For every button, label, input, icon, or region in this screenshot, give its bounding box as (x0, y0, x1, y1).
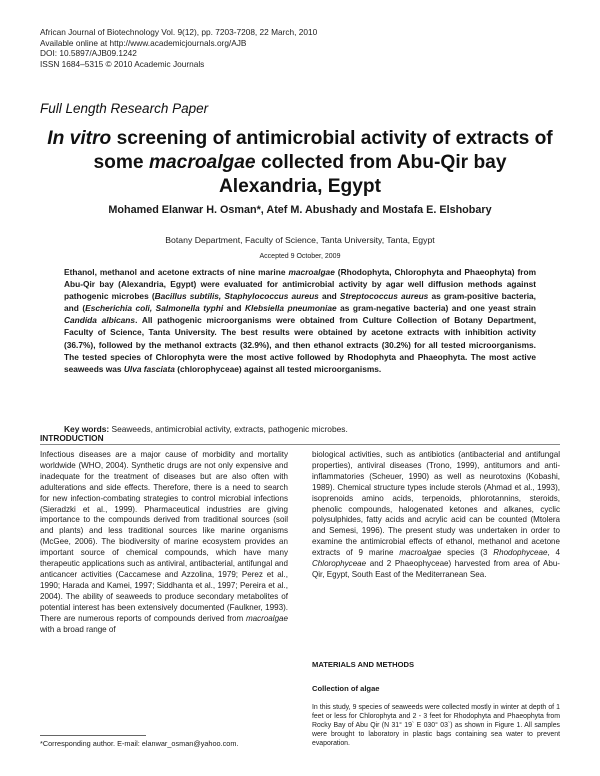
body-text: with a broad range of (40, 624, 116, 634)
title-line1-rest: screening of antimicrobial activity of extracts of (111, 128, 553, 149)
footnote-divider (40, 735, 146, 736)
body-text: biological activities, such as antibiotics (antibacterial and antifungal properties), antiviral diseases (Trono, 1999), antitumors and anti-inflammatories (Scheuer, 1990) as well as neurotoxins (Kobashi, 1989). Chemical structure types include sterols (Ahmad et al., 1993), isoprenoids amino acids, terpenoids, phlorotannins, steroids, phenolic compounds, halogenated ketones and alkanes, cyclic polysulphides, fatty acids and acrylic acid can be counted (Mtolera and Semesi, 1996). The present study was undertaken in order to examine the antimicrobial effects of ethanol, methanol and acetone extracts of 9 marine (312, 450, 560, 558)
body-text: Infectious diseases are a major cause of morbidity and mortality worldwide (WHO, 2004). Synthetic drugs are not only expensive and inadequate for the treatment of diseases but are also often with adulterations and side effects. Therefore, there is a need to search for new infection-combating strategies to control microbial infections (Sieradzki et al., 1999). Pharmaceutical industries are giving importance to the compounds derived from traditional sources (soil and plants) and less traditional sources like marine organisms (McGee, 2006). The biodiversity of marine ecosystem provides an important source of chemical compounds, which have many therapeutic applications such as antiviral, antibacterial, antifungal and anticancer activities (Caccamese and Azzolina, 1979; Perez et al., 1990; Harada and Kamei, 1997; Siddhanta et al., 1997; Pereira et al., 2004). The ability of seaweeds to produce secondary metabolites of potential interest has been extensively documented (Faulkner, 1993). There are numerous reports of compounds derived from (40, 450, 288, 623)
accepted-date: Accepted 9 October, 2009 (259, 253, 341, 260)
introduction-right-column (312, 450, 560, 581)
body-text: , 4 (547, 548, 560, 558)
abstract-italic: Candida albicans (64, 315, 136, 326)
body-italic: macroalgae (399, 548, 442, 558)
abstract-text: as gram-negative bacteria) and one yeast strain (336, 303, 536, 314)
journal-citation: African Journal of Biotechnology Vol. 9(12), pp. 7203-7208, 22 March, 2010 (40, 27, 318, 37)
title-italic-in-vitro: In vitro (47, 128, 112, 149)
body-text: species (3 (441, 548, 494, 558)
body-italic: Chlorophyceae (312, 559, 367, 569)
body-italic: macroalgae (245, 613, 288, 623)
abstract-italic: macroalgae (288, 267, 335, 277)
paper-type-label: Full Length Research Paper (40, 101, 209, 116)
journal-header (40, 27, 317, 69)
keywords (64, 424, 536, 434)
title-line2-start: some (93, 152, 149, 173)
abstract-italic: Escherichia coli, Salmonella typhi (85, 303, 224, 314)
abstract-italic: Bacillus subtilis, Staphylococcus aureus (154, 291, 319, 302)
author-affiliation: Botany Department, Faculty of Science, Tanta University, Tanta, Egypt (165, 235, 435, 245)
abstract-italic: Ulva fasciata (123, 363, 175, 374)
introduction-heading: INTRODUCTION (40, 433, 104, 443)
abstract-text: (Rhodophyta, Chlorophyta and Phaeophyta) from Abu-Qir bay (Alexandria, Egypt) were evaluated for antimicrobial activity by agar well diffusion methods against pathogenic microbes ( (64, 267, 536, 302)
journal-issn: ISSN 1684–5315 © 2010 Academic Journals (40, 58, 205, 69)
abstract-text: Ethanol, methanol and acetone extracts of nine marine (64, 267, 289, 277)
introduction-left-column (40, 450, 288, 635)
abstract-italic: Streptococcus aureus (339, 291, 429, 302)
section-divider (40, 444, 560, 445)
abstract-text: and (223, 303, 246, 314)
keywords-label: Key words: (64, 424, 110, 434)
title-line3: Alexandria, Egypt (218, 176, 382, 197)
abstract-text: as gram-positive bacteria, and ( (64, 291, 536, 314)
paper-title (30, 127, 570, 199)
abstract-text: (chlorophyceae) against all tested microorganisms. (174, 363, 382, 374)
abstract-text: and (318, 291, 340, 302)
title-line2-rest: collected from Abu-Qir bay (255, 152, 507, 173)
title-italic-macroalgae: macroalgae (148, 152, 256, 173)
body-text: and 2 Phaeophyceae) harvested from area of Abu-Qir, Egypt, South East of the Mediterranean Sea. (312, 559, 560, 579)
abstract (64, 266, 536, 375)
collection-subheading: Collection of algae (312, 684, 380, 693)
keywords-text: Seaweeds, antimicrobial activity, extracts, pathogenic microbes. (109, 424, 348, 434)
abstract-text: . All pathogenic microorganisms were obtained from Culture Collection of Botany Department, Faculty of Science, Tanta University. The best results were obtained by acetone extracts with inhibition activity (36.7%), followed by the methanol extracts (32.9%), and then ethanol extracts (30.2%) for all tested microorganisms. The tested species of Chlorophyta were the most active followed by Rhodophyta and Phaeophyta. The most active seaweeds was (64, 315, 537, 374)
journal-url: Available online at http://www.academicjournals.org/AJB (40, 37, 247, 48)
abstract-italic: Klebsiella pneumoniae (245, 303, 337, 314)
journal-doi: DOI: 10.5897/AJB09.1242 (40, 48, 137, 59)
corresponding-author-footnote: *Corresponding author. E-mail: elanwar_osman@yahoo.com. (40, 739, 239, 748)
collection-text: In this study, 9 species of seaweeds were collected mostly in winter at depth of 1 feet or less for Chlorophyta and 2 - 3 feet for Rhodophyta and Phaeophyta from Rocky Bay of Abu Qir (N 31° 19` E 030° 03`) as shown in Figure 1. All samples were brought to laboratory in plastic bags containing sea water to prevent evaporation. (312, 704, 560, 748)
methods-heading: MATERIALS AND METHODS (312, 660, 415, 669)
author-list: Mohamed Elanwar H. Osman*, Atef M. Abushady and Mostafa E. Elshobary (108, 204, 492, 216)
body-italic: Rhodophyceae (493, 548, 548, 558)
